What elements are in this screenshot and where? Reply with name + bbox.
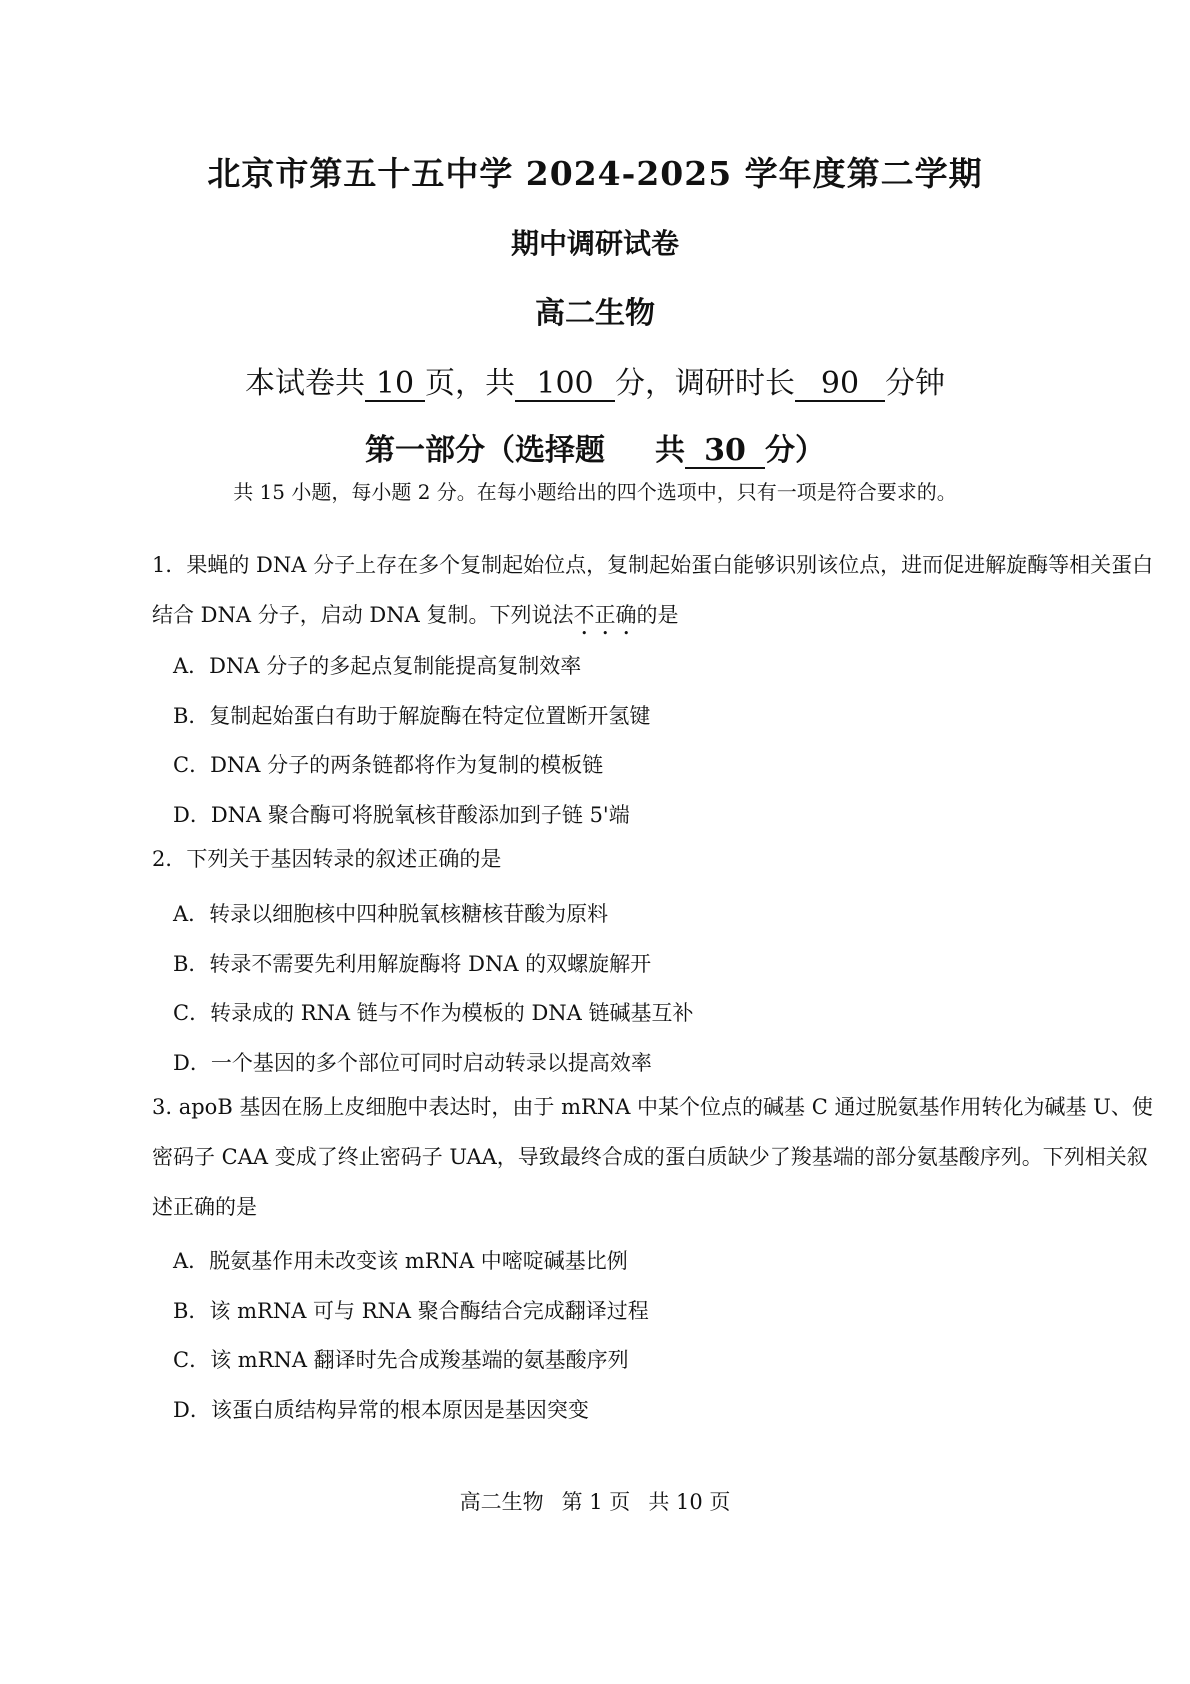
- q1-option-a: A．DNA 分子的多起点复制能提高复制效率: [173, 654, 582, 678]
- subject-title: 高二生物: [535, 296, 655, 331]
- part1-heading: [0, 425, 1190, 469]
- school-title: 北京市第五十五中学 2024-2025 学年度第二学期: [207, 154, 983, 193]
- q2-option-c: C．转录成的 RNA 链与不作为模板的 DNA 链碱基互补: [173, 1001, 694, 1025]
- q3-option-a: A．脱氨基作用未改变该 mRNA 中嘧啶碱基比例: [173, 1249, 628, 1273]
- footer-total: 共 10 页: [648, 1490, 731, 1514]
- q3-option-d: D．该蛋白质结构异常的根本原因是基因突变: [173, 1398, 589, 1422]
- question-2-stem: 2．下列关于基因转录的叙述正确的是: [152, 847, 502, 871]
- q2-option-b: B．转录不需要先利用解旋酶将 DNA 的双螺旋解开: [173, 952, 652, 976]
- info-mid1: 页，共: [425, 366, 515, 401]
- footer-page: 第 1 页: [561, 1490, 631, 1514]
- q1-stem-end: 的是: [636, 603, 679, 627]
- info-prefix: 本试卷共: [245, 366, 365, 401]
- page-footer: [0, 1486, 1190, 1516]
- part1-gap: 共: [655, 433, 685, 468]
- exam-info-line: [0, 358, 1190, 402]
- question-3-stem: 3. apoB 基因在肠上皮细胞中表达时，由于 mRNA 中某个位点的碱基 C 通过脱氨基作用转化为碱基 U、使密码子 CAA 变成了终止密码子 UAA，导致最终合成的蛋白质缺少了羧基端的部分氨基酸序列。下列相关叙述正确的是: [152, 1095, 1153, 1219]
- q1-option-d: D．DNA 聚合酶可将脱氧核苷酸添加到子链 5'端: [173, 803, 630, 827]
- score-blank: 100: [515, 367, 615, 402]
- part1-prefix: 第一部分（选择题: [365, 433, 605, 468]
- exam-title: 期中调研试卷: [510, 227, 679, 260]
- q1-stem-text: 1．果蝇的 DNA 分子上存在多个复制起始位点，复制起始蛋白能够识别该位点，进而促进解旋酶等相关蛋白结合 DNA 分子，启动 DNA 复制。下列说法: [152, 553, 1154, 627]
- part1-score-blank: 30: [685, 434, 765, 469]
- q1-option-b: B．复制起始蛋白有助于解旋酶在特定位置断开氢键: [173, 704, 651, 728]
- minutes-blank: 90: [795, 367, 885, 402]
- q2-option-a: A．转录以细胞核中四种脱氧核糖核苷酸为原料: [173, 902, 609, 926]
- info-suffix: 分钟: [885, 366, 945, 401]
- question-1-stem: [152, 540, 1162, 640]
- q2-option-d: D．一个基因的多个部位可同时启动转录以提高效率: [173, 1051, 652, 1075]
- footer-subject: 高二生物: [459, 1490, 544, 1514]
- part1-note: 共 15 小题，每小题 2 分。在每小题给出的四个选项中，只有一项是符合要求的。: [233, 480, 957, 504]
- q1-option-c: C．DNA 分子的两条链都将作为复制的模板链: [173, 753, 604, 777]
- pages-blank: 10: [365, 367, 425, 402]
- q3-option-c: C．该 mRNA 翻译时先合成羧基端的氨基酸序列: [173, 1348, 629, 1372]
- info-mid2: 分，调研时长: [615, 366, 795, 401]
- q1-emphasis: 不正确: [573, 603, 637, 627]
- part1-suffix: 分）: [765, 433, 825, 468]
- q3-option-b: B．该 mRNA 可与 RNA 聚合酶结合完成翻译过程: [173, 1299, 649, 1323]
